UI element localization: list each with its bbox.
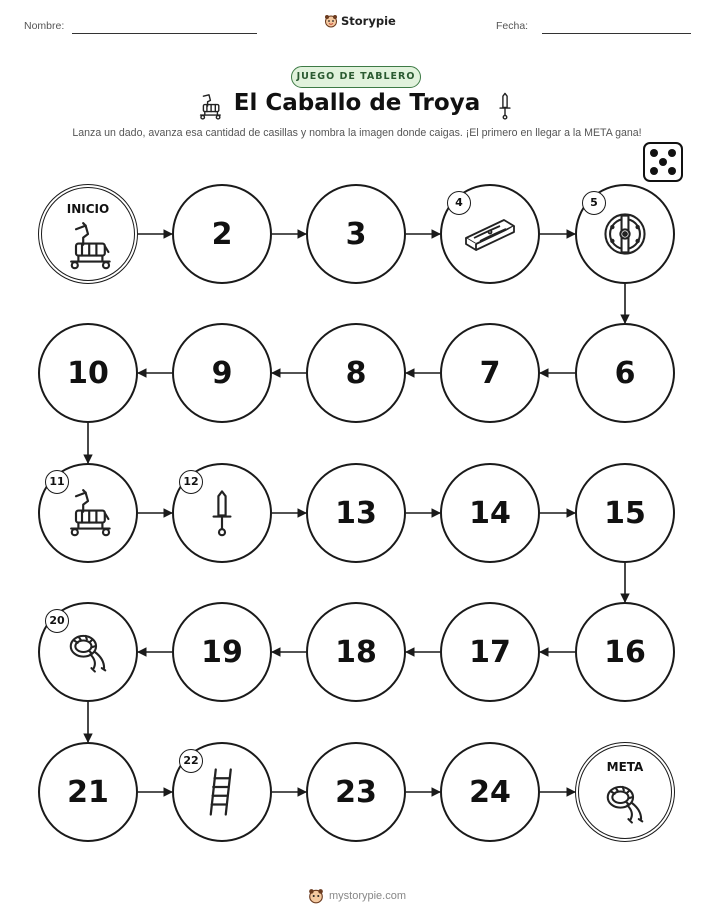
- board-space-6: [575, 323, 675, 423]
- board-space-15: [575, 463, 675, 563]
- board-space-10: [38, 323, 138, 423]
- ladder-icon: [207, 767, 237, 817]
- space-number-tag: 22: [179, 749, 203, 773]
- board-space-17: [440, 602, 540, 702]
- space-number: 24: [469, 774, 511, 810]
- sword-icon: [210, 488, 234, 538]
- goal-label: META: [606, 760, 644, 774]
- board-space-18: [306, 602, 406, 702]
- board-space-9: [172, 323, 272, 423]
- footer: [308, 888, 406, 904]
- space-number-tag: 12: [179, 470, 203, 494]
- footer-url[interactable]: mystorypie.com: [329, 890, 407, 902]
- rope-icon: [65, 629, 111, 675]
- trojan-horse-icon: [64, 489, 112, 537]
- board-space-19: [172, 602, 272, 702]
- category-badge: JUEGO DE TABLERO: [291, 66, 421, 88]
- space-number: 3: [345, 216, 367, 252]
- board-space-23: [306, 742, 406, 842]
- space-number: 8: [345, 355, 367, 391]
- space-number: 21: [67, 774, 109, 810]
- trojan-horse-icon: [64, 222, 112, 274]
- space-number: 18: [335, 634, 377, 670]
- instructions: Lanza un dado, avanza esa cantidad de casillas y nombra la imagen donde caigas. ¡El primero en llegar a la META gana!: [72, 127, 642, 139]
- board-space-2: [172, 184, 272, 284]
- date-label: Fecha:: [496, 20, 529, 32]
- name-label: Nombre:: [24, 20, 65, 32]
- shield-icon: [602, 211, 648, 257]
- board-space-7: [440, 323, 540, 423]
- brand-name: Storypie: [341, 14, 396, 28]
- space-number: 13: [335, 495, 377, 531]
- space-number-tag: 4: [447, 191, 471, 215]
- board-space-16: [575, 602, 675, 702]
- storypie-mascot-icon: [308, 888, 324, 904]
- board-space-24: [440, 742, 540, 842]
- board-space-8: [306, 323, 406, 423]
- space-number-tag: 11: [45, 470, 69, 494]
- space-number: 19: [201, 634, 243, 670]
- board-space-3: [306, 184, 406, 284]
- space-number: 9: [211, 355, 233, 391]
- board-space-14: [440, 463, 540, 563]
- start-space: [38, 184, 138, 284]
- page-title: El Caballo de Troya: [233, 90, 481, 116]
- space-number: 23: [335, 774, 377, 810]
- rope-icon: [602, 780, 648, 830]
- space-number: 17: [469, 634, 511, 670]
- space-number: 6: [614, 355, 636, 391]
- wood-plank-icon: [460, 214, 520, 254]
- space-number: 15: [604, 495, 646, 531]
- space-number: 16: [604, 634, 646, 670]
- space-number: 10: [67, 355, 109, 391]
- start-label: INICIO: [66, 202, 110, 216]
- space-number: 7: [479, 355, 501, 391]
- space-number: 2: [211, 216, 233, 252]
- space-number-tag: 20: [45, 609, 69, 633]
- space-number-tag: 5: [582, 191, 606, 215]
- space-number: 14: [469, 495, 511, 531]
- board-space-21: [38, 742, 138, 842]
- goal-space: [575, 742, 675, 842]
- board-space-13: [306, 463, 406, 563]
